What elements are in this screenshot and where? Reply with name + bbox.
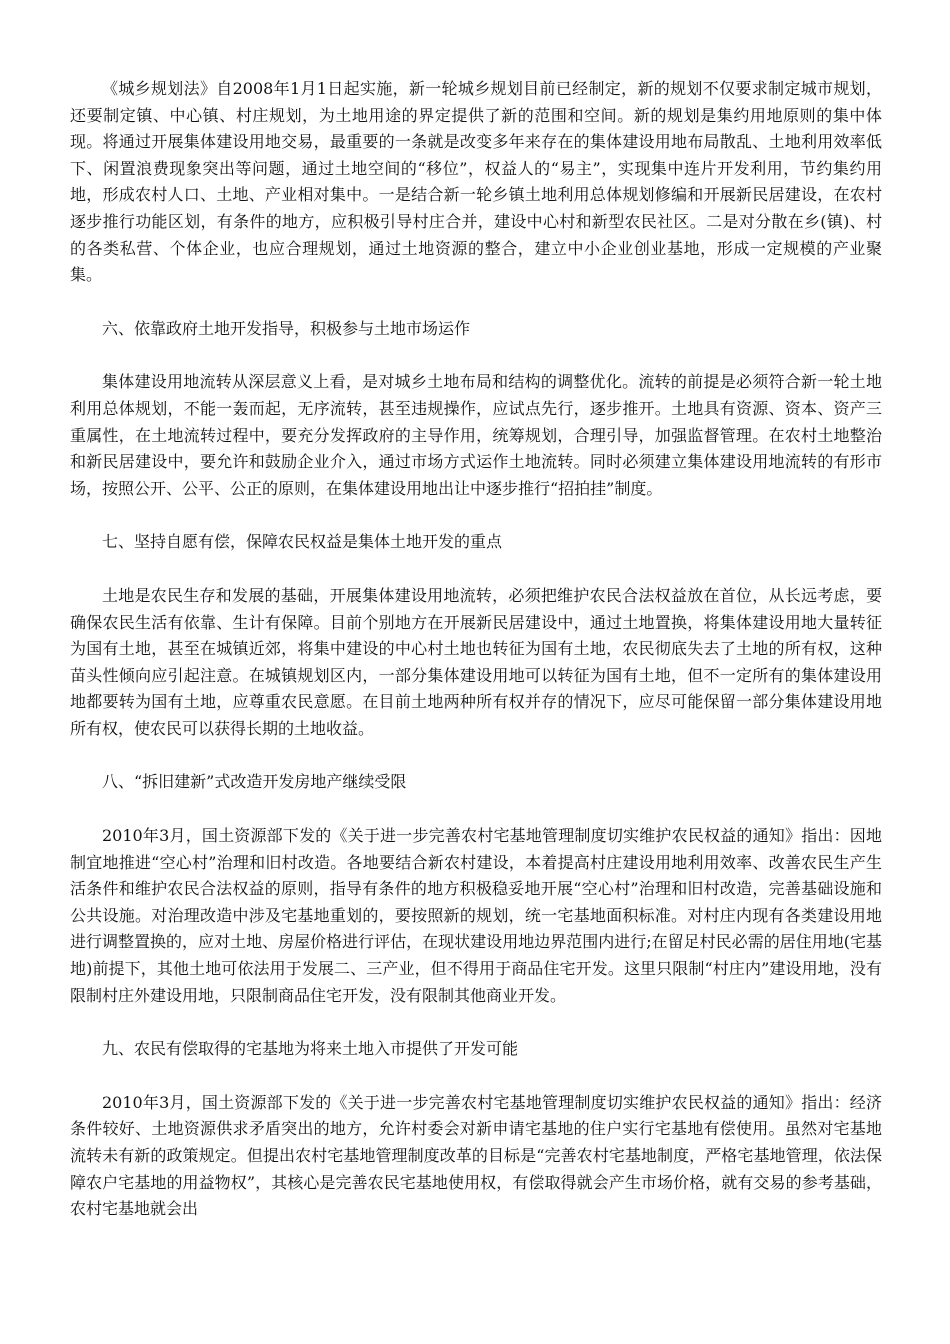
paragraph-gap [70, 796, 882, 823]
paragraph-gap [70, 502, 882, 529]
section-heading-6: 六、依靠政府土地开发指导，积极参与土地市场运作 [102, 318, 471, 338]
paragraph-land-transfer-market: 集体建设用地流转从深层意义上看，是对城乡土地布局和结构的调整优化。流转的前提是必须符合新一轮土地利用总体规划，不能一轰而起，无序流转，甚至违规操作，应试点先行，逐步推开。土地具有资源、资本、资产三重属性，在土地流转过程中，要充分发挥政府的主导作用，统筹规划，合理引导，加强监督管理。在农村土地整治和新民居建设中，要允许和鼓励企业介入，通过市场方式运作土地流转。同时必须建立集体建设用地流转的有形市场，按照公开、公平、公正的原则，在集体建设用地出让中逐步推行“招拍挂”制度。 [70, 372, 882, 498]
section-heading-8: 八、“拆旧建新”式改造开发房地产继续受限 [102, 772, 407, 792]
paragraph-gap [70, 1009, 882, 1036]
paragraph-gap [70, 742, 882, 769]
paragraph-gap [70, 342, 882, 369]
document-page [70, 76, 882, 1223]
paragraph-village-renovation: 2010年3月，国土资源部下发的《关于进一步完善农村宅基地管理制度切实维护农民权益的通知》指出：因地制宜地推进“空心村”治理和旧村改造。各地要结合新农村建设，本着提高村庄建设用地利用效率、改善农民生产生活条件和维护农民合法权益的原则，指导有条件的地方积极稳妥地开展“空心村”治理和旧村改造，完善基础设施和公共设施。对治理改造中涉及宅基地重划的，要按照新的规划，统一宅基地面积标准。对村庄内现有各类建设用地进行调整置换的，应对土地、房屋价格进行评估，在现状建设用地边界范围内进行;在留足村民必需的居住用地(宅基地)前提下，其他土地可依法用于发展二、三产业，但不得用于商品住宅开发。这里只限制“村庄内”建设用地，没有限制村庄外建设用地，只限制商品住宅开发，没有限制其他商业开发。 [70, 826, 882, 1005]
paragraph-urban-rural-planning: 《城乡规划法》自2008年1月1日起实施，新一轮城乡规划目前已经制定，新的规划不仅要求制定城市规划，还要制定镇、中心镇、村庄规划，为土地用途的界定提供了新的范围和空间。新的规划是集约用地原则的集中体现。将通过开展集体建设用地交易，最重要的一条就是改变多年来存在的集体建设用地布局散乱、土地利用效率低下、闲置浪费现象突出等问题，通过土地空间的“移位”，权益人的“易主”，实现集中连片开发利用，节约集约用地，形成农村人口、土地、产业相对集中。一是结合新一轮乡镇土地利用总体规划修编和开展新民居建设，在农村逐步推行功能区划，有条件的地方，应积极引导村庄合并，建设中心村和新型农民社区。二是对分散在乡(镇)、村的各类私营、个体企业，也应合理规划，通过土地资源的整合，建立中小企业创业基地，形成一定规模的产业聚集。 [70, 79, 882, 285]
section-heading-9: 九、农民有偿取得的宅基地为将来土地入市提供了开发可能 [102, 1039, 519, 1059]
section-heading-7: 七、坚持自愿有偿，保障农民权益是集体土地开发的重点 [102, 532, 503, 552]
paragraph-gap [70, 556, 882, 583]
paragraph-gap [70, 289, 882, 316]
paragraph-homestead-paid-use: 2010年3月，国土资源部下发的《关于进一步完善农村宅基地管理制度切实维护农民权益的通知》指出：经济条件较好、土地资源供求矛盾突出的地方，允许村委会对新申请宅基地的住户实行宅基地有偿使用。虽然对宅基地流转未有新的政策规定。但提出农村宅基地管理制度改革的目标是“完善农村宅基地制度，严格宅基地管理，依法保障农户宅基地的用益物权”，其核心是完善农民宅基地使用权，有偿取得就会产生市场价格，就有交易的参考基础，农村宅基地就会出 [70, 1092, 882, 1219]
paragraph-farmer-rights: 土地是农民生存和发展的基础，开展集体建设用地流转，必须把维护农民合法权益放在首位，从长远考虑，要确保农民生活有依靠、生计有保障。目前个别地方在开展新民居建设中，通过土地置换，将集体建设用地大量转征为国有土地，甚至在城镇近郊，将集中建设的中心村土地也转征为国有土地，农民彻底失去了土地的所有权，这种苗头性倾向应引起注意。在城镇规划区内，一部分集体建设用地可以转征为国有土地，但不一定所有的集体建设用地都要转为国有土地，应尊重农民意愿。在目前土地两种所有权并存的情况下，应尽可能保留一部分集体建设用地所有权，使农民可以获得长期的土地收益。 [70, 585, 882, 738]
paragraph-gap [70, 1063, 882, 1090]
